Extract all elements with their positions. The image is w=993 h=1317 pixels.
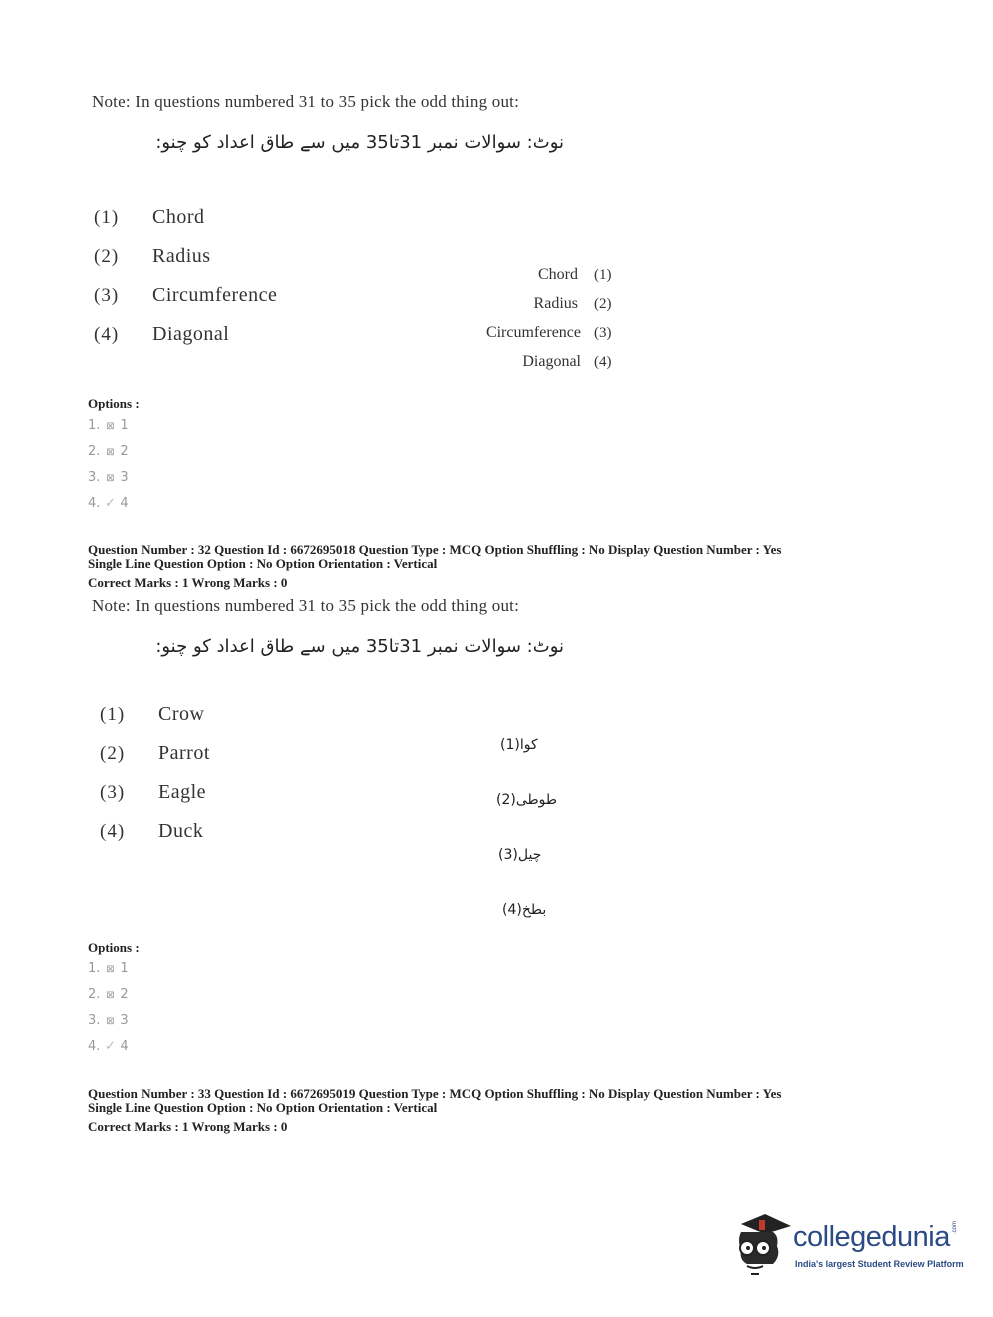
cross-icon: ⊠ [106, 1016, 115, 1027]
q31-choice-3[interactable] [88, 470, 129, 485]
q32-u2-num: (2) [496, 792, 516, 808]
q32-opt3-num: (3) [100, 782, 126, 803]
q32-choice-1[interactable] [88, 961, 129, 976]
q32-urdu-note: نوٹ: سوالات نمبر 31تا35 میں سے طاق اعداد کو چنو: [155, 636, 564, 657]
choice-value: 4 [120, 1039, 129, 1054]
q33-meta-line2: Single Line Question Option : No Option Orientation : Vertical [88, 1100, 438, 1115]
q32-opt3-text: Eagle [158, 781, 207, 803]
logo-tagline: India's largest Student Review Platform [795, 1259, 964, 1269]
q31-r1-num: (1) [594, 267, 612, 283]
cross-icon: ⊠ [106, 964, 115, 975]
cross-icon: ⊠ [106, 421, 115, 432]
q33-marks: Correct Marks : 1 Wrong Marks : 0 [88, 1119, 288, 1134]
choice-value: 1 [120, 961, 129, 976]
choice-index: 1. [88, 961, 101, 976]
q31-r3-text: Circumference [485, 324, 581, 341]
choice-index: 3. [88, 1013, 101, 1028]
q32-opt4-text: Duck [158, 820, 204, 842]
q31-opt2-text: Radius [152, 245, 211, 267]
choice-index: 4. [88, 1039, 101, 1054]
q32-choice-3[interactable] [88, 1013, 129, 1028]
choice-index: 2. [88, 987, 101, 1002]
q31-r4-num: (4) [594, 354, 612, 370]
q31-r4-text: Diagonal [522, 353, 581, 370]
q31-opt4-text: Diagonal [152, 323, 230, 345]
q31-choice-2[interactable] [88, 444, 129, 459]
choice-value: 3 [120, 1013, 129, 1028]
q31-note: Note: In questions numbered 31 to 35 pick the odd thing out: [92, 92, 520, 111]
q32-u4 [502, 902, 546, 918]
q31-choice-4[interactable] [88, 496, 129, 511]
q31-opt2-num: (2) [94, 246, 120, 267]
q31-choice-1[interactable] [88, 418, 129, 433]
q33-meta-line1: Question Number : 33 Question Id : 6672695019 Question Type : MCQ Option Shuffling : No Display Question Number : Yes [88, 1086, 782, 1101]
q32-u2-text: طوطی [515, 792, 558, 808]
choice-value: 4 [120, 496, 129, 511]
q31-urdu-note: نوٹ: سوالات نمبر 31تا35 میں سے طاق اعداد کو چنو: [155, 132, 564, 153]
q32-opt4-num: (4) [100, 821, 126, 842]
q32-u4-text: بطخ [521, 902, 547, 918]
check-icon: ✓ [104, 496, 116, 511]
cross-icon: ⊠ [106, 990, 115, 1001]
q32-opt2-num: (2) [100, 743, 126, 764]
cross-icon: ⊠ [106, 473, 115, 484]
choice-index: 3. [88, 470, 101, 485]
q32-options-label: Options : [88, 940, 140, 955]
q31-opt1-text: Chord [152, 206, 205, 228]
q32-meta-line2: Single Line Question Option : No Option Orientation : Vertical [88, 556, 438, 571]
q31-options-label: Options : [88, 396, 140, 411]
logo-tm: .com [952, 1220, 958, 1234]
check-icon: ✓ [104, 1039, 116, 1054]
q31-r3-num: (3) [594, 325, 612, 341]
q31-r1-text: Chord [538, 266, 578, 283]
q31-opt4-num: (4) [94, 324, 120, 345]
choice-value: 2 [120, 444, 129, 459]
q32-u1-text: کوا [519, 737, 538, 753]
q32-choice-4[interactable] [88, 1039, 129, 1054]
q31-opt1-num: (1) [94, 207, 120, 228]
q32-meta-line1: Question Number : 32 Question Id : 6672695018 Question Type : MCQ Option Shuffling : No Display Question Number : Yes [88, 542, 782, 557]
q32-u1 [500, 737, 538, 753]
q31-r2-num: (2) [594, 296, 612, 312]
q32-choice-2[interactable] [88, 987, 129, 1002]
q32-note: Note: In questions numbered 31 to 35 pick the odd thing out: [92, 596, 520, 615]
q32-u2 [496, 792, 557, 808]
choice-value: 2 [120, 987, 129, 1002]
q32-opt1-num: (1) [100, 704, 126, 725]
q32-marks: Correct Marks : 1 Wrong Marks : 0 [88, 575, 288, 590]
q32-u4-num: (4) [502, 902, 522, 918]
q32-u3 [498, 847, 541, 863]
collegedunia-logo[interactable] [733, 1210, 963, 1282]
q32-u3-num: (3) [498, 847, 518, 863]
choice-index: 4. [88, 496, 101, 511]
choice-index: 2. [88, 444, 101, 459]
q32-u3-text: چیل [517, 847, 542, 863]
q31-opt3-num: (3) [94, 285, 120, 306]
choice-value: 1 [120, 418, 129, 433]
cross-icon: ⊠ [106, 447, 115, 458]
logo-name: collegedunia [793, 1221, 950, 1253]
choice-value: 3 [120, 470, 129, 485]
mascot-icon [733, 1210, 793, 1280]
q31-opt3-text: Circumference [152, 284, 278, 306]
q32-opt2-text: Parrot [158, 742, 210, 764]
choice-index: 1. [88, 418, 101, 433]
q32-u1-num: (1) [500, 737, 520, 753]
q32-opt1-text: Crow [158, 703, 205, 725]
q31-r2-text: Radius [533, 295, 578, 312]
